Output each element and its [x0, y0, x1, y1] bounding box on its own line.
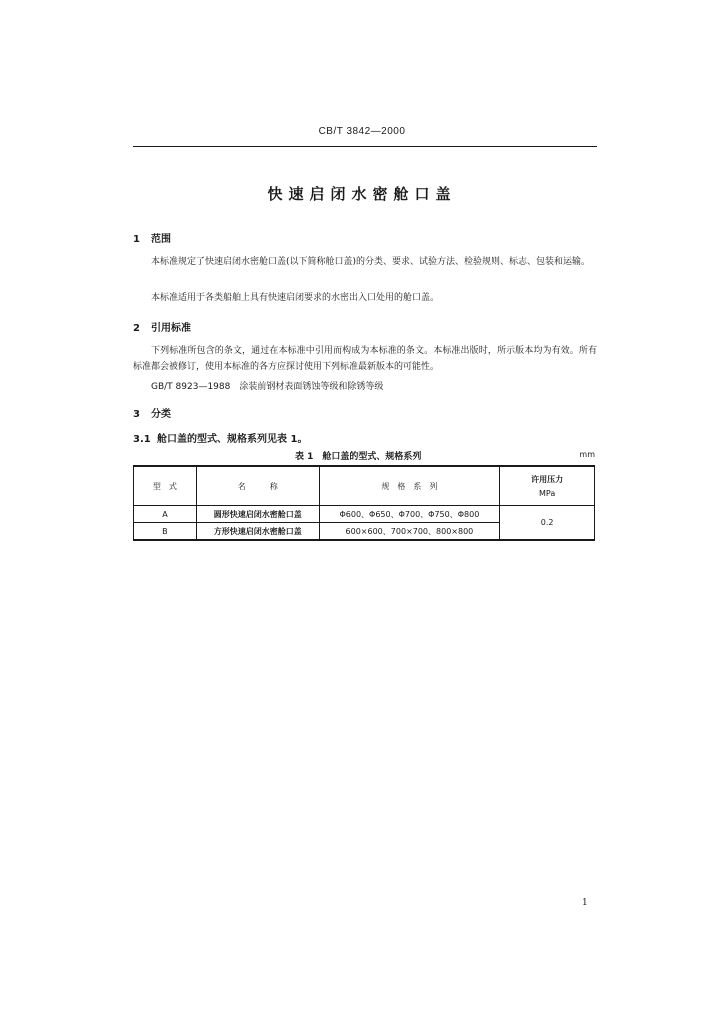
header-spec: 规 格 系 列 [319, 466, 500, 506]
section-1-heading [133, 230, 171, 245]
cell-spec: 600×600、700×700、800×800 [319, 523, 500, 541]
section-1-paragraph-2: 本标准适用于各类船舶上具有快速启闭要求的水密出入口处用的舱口盖。 [151, 293, 440, 303]
spec-table [133, 465, 595, 541]
section-3-heading [133, 405, 171, 420]
header-pressure-unit: MPa [538, 489, 556, 498]
section-title: 引用标准 [151, 323, 191, 334]
section-title: 范围 [151, 234, 171, 245]
cell-name: 方形快速启闭水密舱口盖 [196, 523, 319, 541]
standard-code: CB/T 3842—2000 [318, 126, 406, 137]
cell-spec: Φ600、Φ650、Φ700、Φ750、Φ800 [319, 506, 500, 523]
subsection-3-1 [133, 430, 307, 445]
table-row [134, 506, 595, 523]
header-pressure-label: 许用压力 [531, 475, 564, 484]
cell-name: 圆形快速启闭水密舱口盖 [196, 506, 319, 523]
subsection-text: 舱口盖的型式、规格系列见表 1。 [157, 434, 308, 445]
section-2-heading [133, 319, 191, 334]
table-unit: mm [579, 450, 595, 459]
header-name: 名 称 [196, 466, 319, 506]
subsection-number: 3.1 [133, 434, 151, 445]
page-number: 1 [582, 898, 588, 908]
cell-type: A [134, 506, 197, 523]
section-2-paragraph-1: 下列标准所包含的条文，通过在本标准中引用而构成为本标准的条文。本标准出版时，所示版本均为有效。所有标准都会被修订，使用本标准的各方应探讨使用下列标准最新版本的可能性。 [133, 346, 597, 372]
section-2-reference: GB/T 8923—1988 涂装前钢材表面锈蚀等级和除锈等级 [151, 382, 384, 392]
section-number: 3 [133, 409, 140, 420]
section-title: 分类 [151, 409, 171, 420]
header-rule [133, 146, 597, 147]
section-number: 2 [133, 323, 140, 334]
cell-pressure: 0.2 [500, 506, 595, 541]
header-type: 型 式 [134, 466, 197, 506]
cell-type: B [134, 523, 197, 541]
header-pressure [500, 466, 595, 506]
section-number: 1 [133, 234, 140, 245]
table-caption: 表 1 舱口盖的型式、规格系列 [295, 452, 422, 462]
section-1-paragraph-1: 本标准规定了快速启闭水密舱口盖(以下简称舱口盖)的分类、要求、试验方法、检验规则、标志、包装和运输。 [151, 257, 591, 267]
document-title: 快速启闭水密舱口盖 [267, 185, 457, 203]
